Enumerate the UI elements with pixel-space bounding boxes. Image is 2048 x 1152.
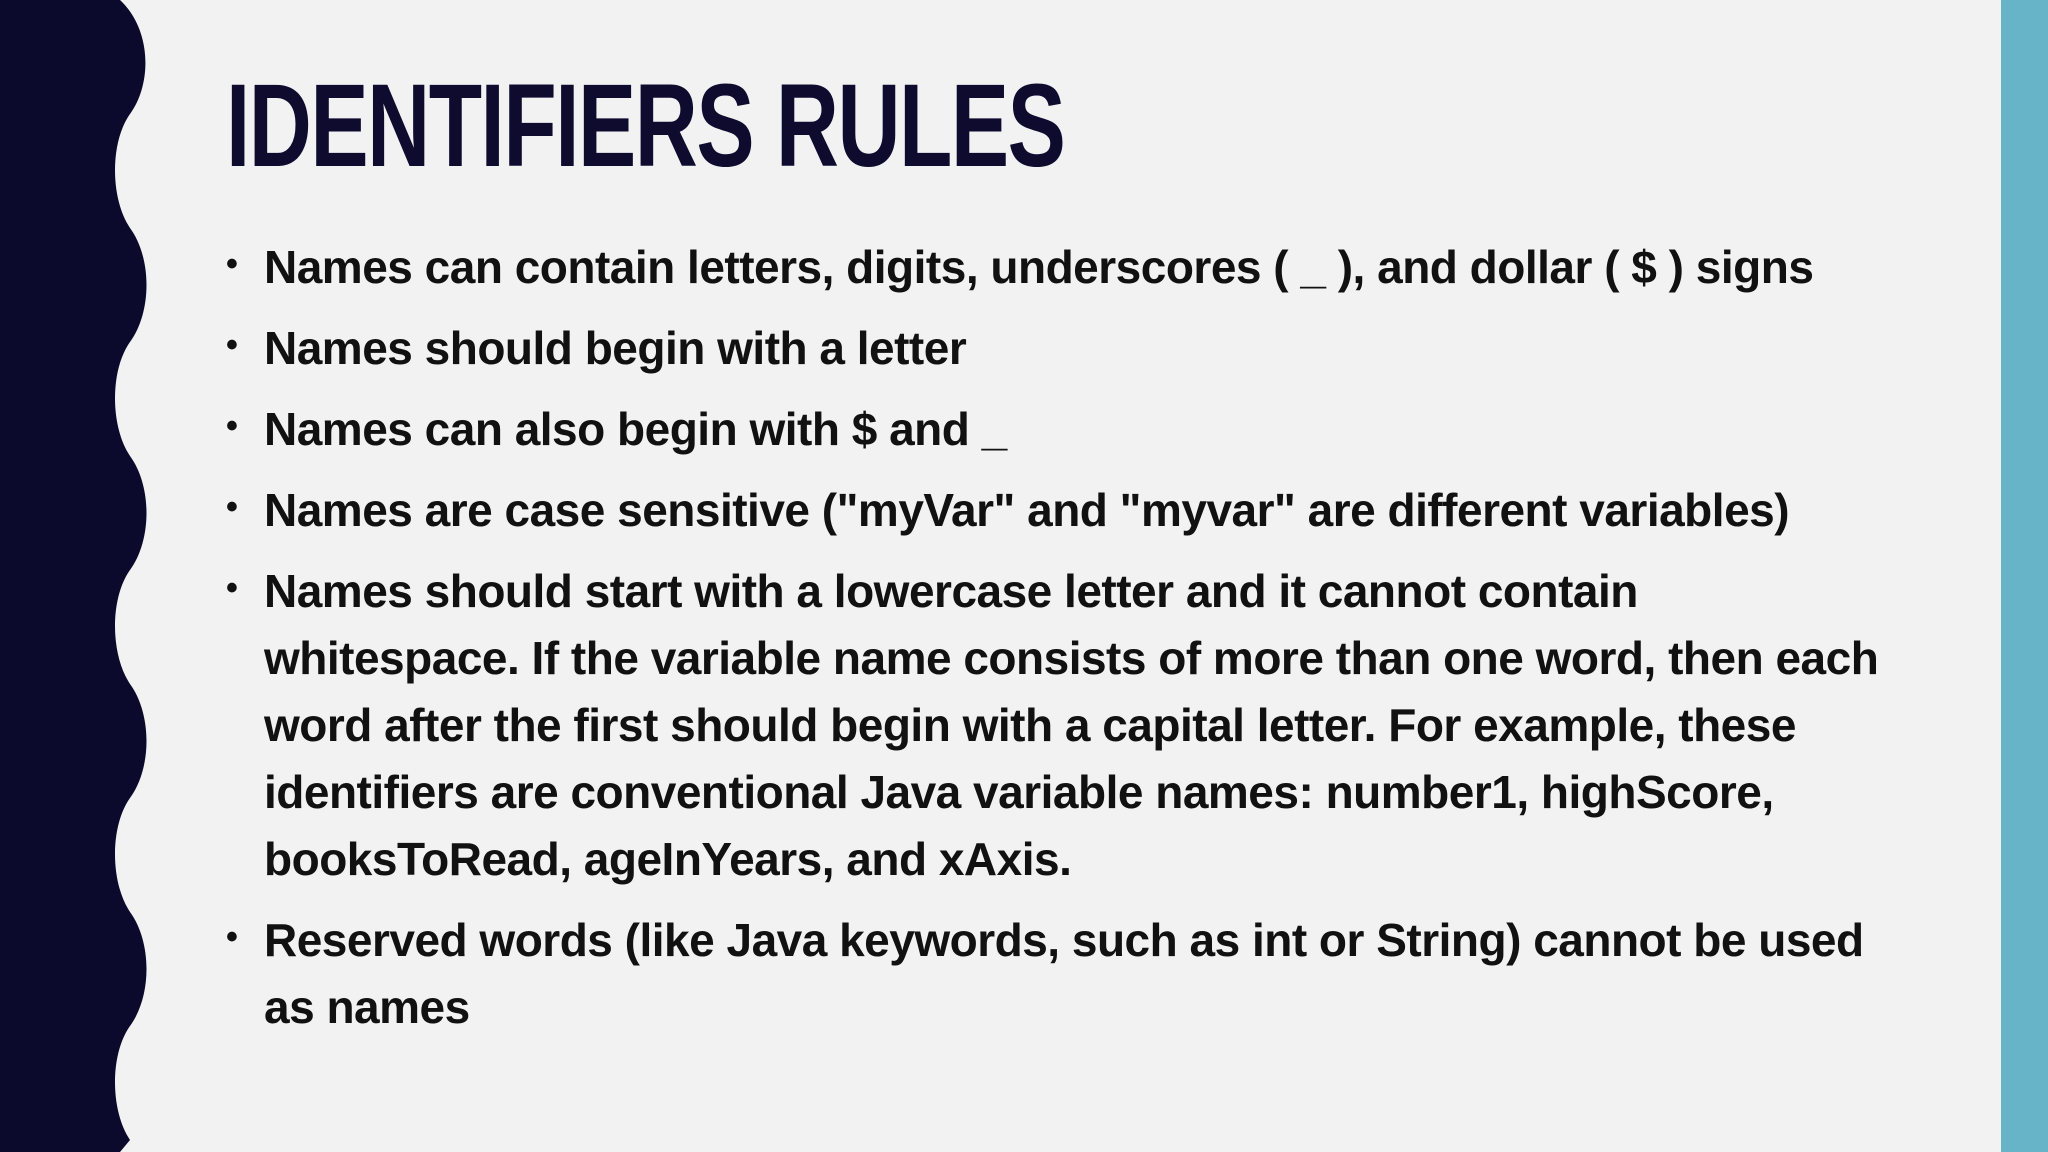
bullet-dot-icon: • <box>226 488 238 526</box>
right-accent-band <box>2001 0 2048 1152</box>
bullet-list <box>224 234 1884 1055</box>
bullet-text: Names can contain letters, digits, underscores ( _ ), and dollar ( $ ) signs <box>264 241 1814 293</box>
bullet-text: Names should start with a lowercase letter and it cannot contain whitespace. If the variable name consists of more than one word, then each word after the first should begin with a capital letter. For example, these identifiers are conventional Java variable names: number1, highScore, booksToRead, ageInYears, and xAxis. <box>264 565 1879 885</box>
bullet-item <box>224 315 1884 382</box>
bullet-dot-icon: • <box>226 569 238 607</box>
bullet-item <box>224 234 1884 301</box>
bullet-text: Names should begin with a letter <box>264 322 967 374</box>
bullet-dot-icon: • <box>226 407 238 445</box>
bullet-item <box>224 907 1884 1041</box>
bullet-text: Reserved words (like Java keywords, such as int or String) cannot be used as names <box>264 914 1864 1033</box>
bullet-text: Names can also begin with $ and _ <box>264 403 1007 455</box>
bullet-dot-icon: • <box>226 918 238 956</box>
bullet-item <box>224 558 1884 893</box>
bullet-text: Names are case sensitive ("myVar" and "myvar" are different variables) <box>264 484 1790 536</box>
bullet-item <box>224 396 1884 463</box>
bullet-dot-icon: • <box>226 326 238 364</box>
wavy-left-band <box>0 0 160 1152</box>
bullet-item <box>224 477 1884 544</box>
slide-title: IDENTIFIERS RULES <box>226 60 1065 192</box>
bullet-dot-icon: • <box>226 245 238 283</box>
